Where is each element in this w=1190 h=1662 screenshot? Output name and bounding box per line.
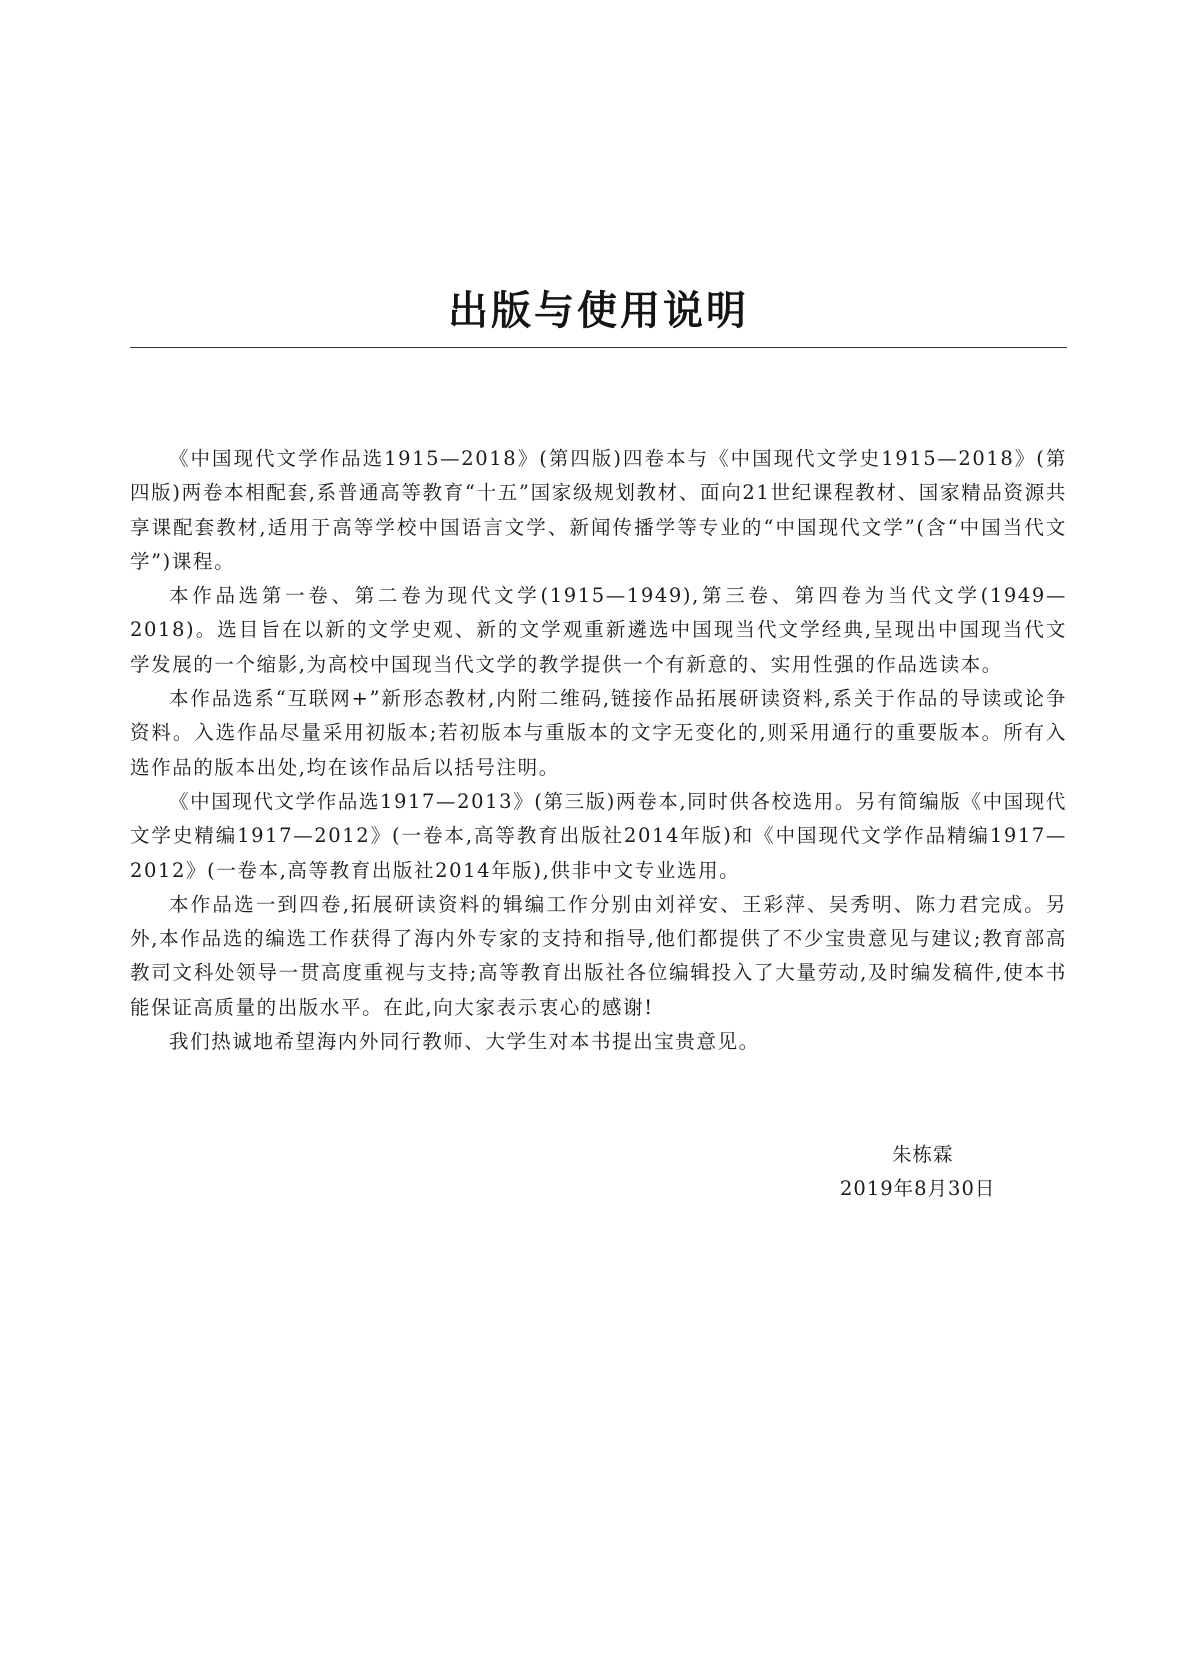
- paragraph-2: 本作品选第一卷、第二卷为现代文学(1915—1949),第三卷、第四卷为当代文学(1949—2018)。选目旨在以新的文学史观、新的文学观重新遴选中国现当代文学经典,呈现出中国现当代文学发展的一个缩影,为高校中国现当代文学的教学提供一个有新意的、实用性强的作品选读本。: [130, 584, 1067, 676]
- paragraph-1: 《中国现代文学作品选1915—2018》(第四版)四卷本与《中国现代文学史1915—2018》(第四版)两卷本相配套,系普通高等教育“十五”国家级规划教材、面向21世纪课程教材、国家精品资源共享课配套教材,适用于高等学校中国语言文学、新闻传播学等专业的“中国现代文学”(含“中国当代文学”)课程。: [130, 447, 1067, 573]
- paragraph-4: 《中国现代文学作品选1917—2013》(第三版)两卷本,同时供各校选用。另有简编版《中国现代文学史精编1917—2012》(一卷本,高等教育出版社2014年版)和《中国现代文学作品精编1917—2012》(一卷本,高等教育出版社2014年版),供非中文专业选用。: [130, 789, 1067, 882]
- paragraph-5: 本作品选一到四卷,拓展研读资料的辑编工作分别由刘祥安、王彩萍、吴秀明、陈力君完成。另外,本作品选的编选工作获得了海内外专家的支持和指导,他们都提供了不少宝贵意见与建议;教育部高教司文科处领导一贯高度重视与支持;高等教育出版社各位编辑投入了大量劳动,及时编发稿件,使本书能保证高质量的出版水平。在此,向大家表示衷心的感谢!: [130, 892, 1067, 1019]
- document-body: [130, 442, 1067, 1059]
- paragraph-3: 本作品选系“互联网+”新形态教材,内附二维码,链接作品拓展研读资料,系关于作品的导读或论争资料。入选作品尽量采用初版本;若初版本与重版本的文字无变化的,则采用通行的重要版本。所有入选作品的版本出处,均在该作品后以括号注明。: [130, 687, 1067, 779]
- title-divider: [130, 347, 1067, 348]
- signature-date: 2019年8月30日: [840, 1177, 996, 1200]
- page-title: 出版与使用说明: [448, 288, 749, 334]
- signature-block: [840, 1138, 1070, 1206]
- author-name: 朱栋霖: [892, 1143, 954, 1166]
- paragraph-6: 我们热诚地希望海内外同行教师、大学生对本书提出宝贵意见。: [169, 1030, 760, 1054]
